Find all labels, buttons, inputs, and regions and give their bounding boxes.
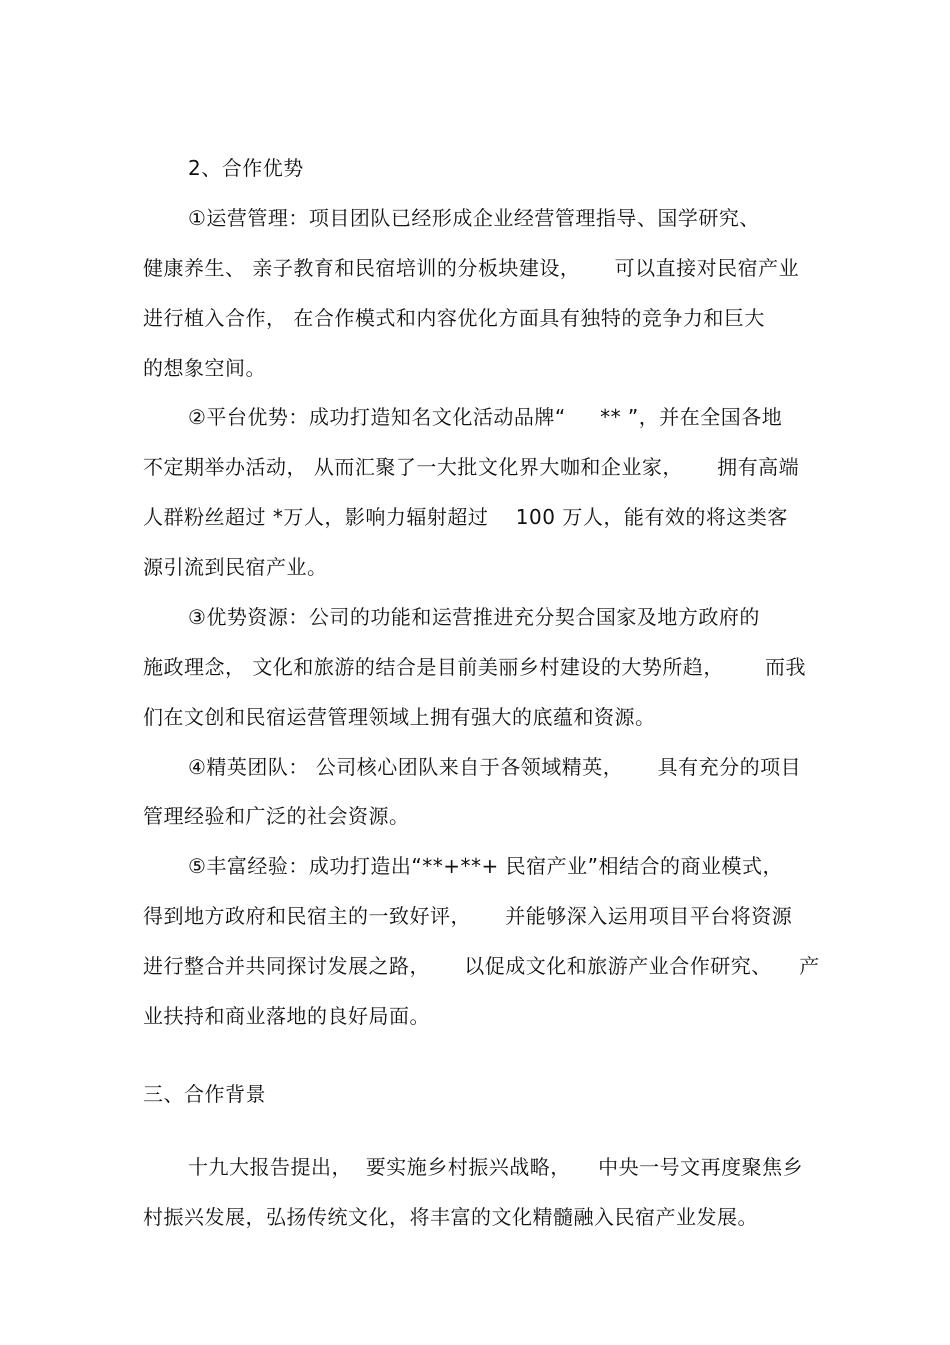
paragraph-line: 得到地方政府和民宿主的一致好评， 并能够深入运用项目平台将资源 <box>143 904 793 928</box>
paragraph-line: 进行整合并共同探讨发展之路， 以促成文化和旅游产业合作研究、 产 <box>143 954 820 978</box>
paragraph-line: 源引流到民宿产业。 <box>143 555 328 579</box>
paragraph-line: 管理经验和广泛的社会资源。 <box>143 804 410 828</box>
paragraph-line: 业扶持和商业落地的良好局面。 <box>143 1004 430 1028</box>
paragraph-line: ③优势资源：公司的功能和运营推进充分契合国家及地方政府的 <box>188 605 760 629</box>
paragraph-line: 们在文创和民宿运营管理领域上拥有强大的底蕴和资源。 <box>143 705 656 729</box>
paragraph-line: 不定期举办活动， 从而汇聚了一大批文化界大咖和企业家， 拥有高端 <box>143 455 800 479</box>
section-heading-cooperation-background: 三、合作背景 <box>143 1082 266 1106</box>
paragraph-line: 进行植入合作， 在合作模式和内容优化方面具有独特的竞争力和巨大 <box>143 306 765 330</box>
paragraph-line: ②平台优势：成功打造知名文化活动品牌“ ** ”，并在全国各地 <box>188 405 783 429</box>
paragraph-line: 施政理念， 文化和旅游的结合是目前美丽乡村建设的大势所趋， 而我 <box>143 655 807 679</box>
paragraph-line: 健康养生、 亲子教育和民宿培训的分板块建设， 可以直接对民宿产业 <box>143 256 800 280</box>
paragraph-line: ⑤丰富经验：成功打造出“**+**+ 民宿产业”相结合的商业模式， <box>188 854 784 878</box>
paragraph-line: 人群粉丝超过 *万人，影响力辐射超过 100 万人，能有效的将这类客 <box>143 505 788 529</box>
paragraph-line: 十九大报告提出， 要实施乡村振兴战略， 中央一号文再度聚焦乡 <box>188 1155 804 1179</box>
paragraph-line: 村振兴发展，弘扬传统文化，将丰富的文化精髓融入民宿产业发展。 <box>143 1205 758 1229</box>
paragraph-line: 的想象空间。 <box>143 356 266 380</box>
paragraph-line: ④精英团队： 公司核心团队来自于各领域精英， 具有充分的项目 <box>188 755 802 779</box>
section-heading-cooperation-advantages: 2、合作优势 <box>188 156 304 180</box>
paragraph-line: ①运营管理：项目团队已经形成企业经营管理指导、国学研究、 <box>188 206 760 230</box>
